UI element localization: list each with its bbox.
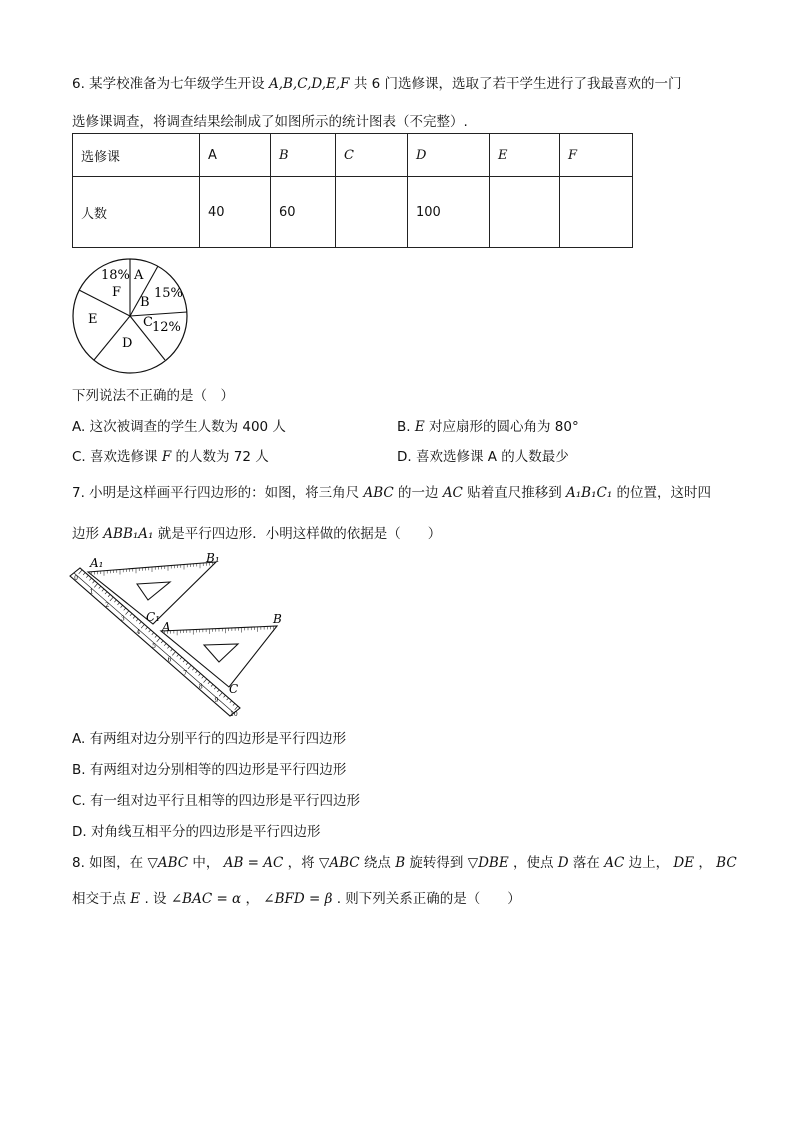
pie-pct-f: 18% [101,268,130,283]
ruler-tick-label: 9 [214,697,219,705]
pie-label-c: C [143,315,153,330]
ruler-tick-label: 4 [136,629,141,637]
table-header-cell: E [490,134,560,177]
label-c: C [229,682,239,696]
q6-question: 下列说法不正确的是（ ） [72,388,234,404]
table-row [73,177,633,248]
q7-option-c: C. 有一组对边平行且相等的四边形是平行四边形 [72,793,361,809]
table-header-cell: F [560,134,633,177]
q6-option-c: C. 喜欢选修课 F 的人数为 72 人 [72,449,269,465]
ruler-tick-label: 1 [89,588,94,596]
q7-option-d: D. 对角线互相平分的四边形是平行四边形 [72,824,321,840]
pie-pct-c: 12% [152,320,181,335]
label-c1: C₁ [146,610,160,624]
pie-pct-b: 15% [154,286,183,301]
q6-line-2: 选修课调查，将调查结果绘制成了如图所示的统计图表（不完整）. [72,114,468,130]
ruler-tick-label: 3 [120,615,125,623]
label-b: B [273,612,282,626]
table-header-cell: A [200,134,271,177]
q6-text: 6. 某学校准备为七年级学生开设 [72,76,265,92]
label-b1: B₁ [206,551,220,565]
table-header-cell: 选修课 [73,134,200,177]
pie-label-f: F [112,285,122,300]
ruler-tick-label: 6 [167,656,172,664]
table-cell [336,177,408,248]
q7-option-b: B. 有两组对边分别相等的四边形是平行四边形 [72,762,347,778]
q6-course-vars: A,B,C,D,E,F [268,76,350,92]
pie-label-e: E [88,312,98,327]
q7-option-a: A. 有两组对边分别平行的四边形是平行四边形 [72,731,347,747]
q7-ruler-triangle-figure [66,548,296,720]
pie-label-b: B [140,295,150,310]
q8-line-1: 8. 如图，在 ▽ABC 中， AB = AC ，将 ▽ABC 绕点 B 旋转得到 ▽DBE ，使点 D 落在 AC 边上， DE ， BC [72,855,737,871]
q6-option-a: A. 这次被调查的学生人数为 400 人 [72,419,286,435]
q6-text: 共 6 门选修课，选取了若干学生进行了我最喜欢的一门 [353,76,682,92]
q6-stat-table [72,133,633,248]
ruler-tick-label: 0 [74,574,78,582]
table-header-cell: B [271,134,336,177]
q7-line-2: 边形 ABB₁A₁ 就是平行四边形．小明这样做的依据是（ ） [72,526,442,542]
pie-divider [130,312,187,316]
table-cell: 60 [271,177,336,248]
table-header-cell: C [336,134,408,177]
q6-option-d: D. 喜欢选修课 A 的人数最少 [397,449,569,465]
table-cell [560,177,633,248]
ruler-tick-label: 7 [183,669,188,677]
q7-line-1: 7. 小明是这样画平行四边形的：如图，将三角尺 ABC 的一边 AC 贴着直尺推移到 A₁B₁C₁ 的位置，这时四 [72,485,712,501]
q6-line-1 [72,72,681,92]
pie-label-d: D [122,336,133,351]
q6-pie-chart [70,255,194,383]
label-a1: A₁ [90,556,104,570]
pie-divider [79,290,130,316]
label-a: A [162,620,171,634]
pie-label-a: A [134,268,144,283]
q6-option-b: B. E 对应扇形的圆心角为 80° [397,419,579,435]
table-header-cell: D [408,134,490,177]
table-cell: 人数 [73,177,200,248]
table-row [73,134,633,177]
ruler-tick-label: 8 [198,683,203,691]
ruler-tick-label: 10 [230,710,238,718]
table-cell [490,177,560,248]
ruler-tick-label: 5 [152,642,156,650]
q8-line-2: 相交于点 E . 设 ∠BAC = α ， ∠BFD = β . 则下列关系正确的是（ ） [72,891,521,907]
table-cell: 40 [200,177,271,248]
ruler-tick-label: 2 [105,601,110,609]
table-cell: 100 [408,177,490,248]
